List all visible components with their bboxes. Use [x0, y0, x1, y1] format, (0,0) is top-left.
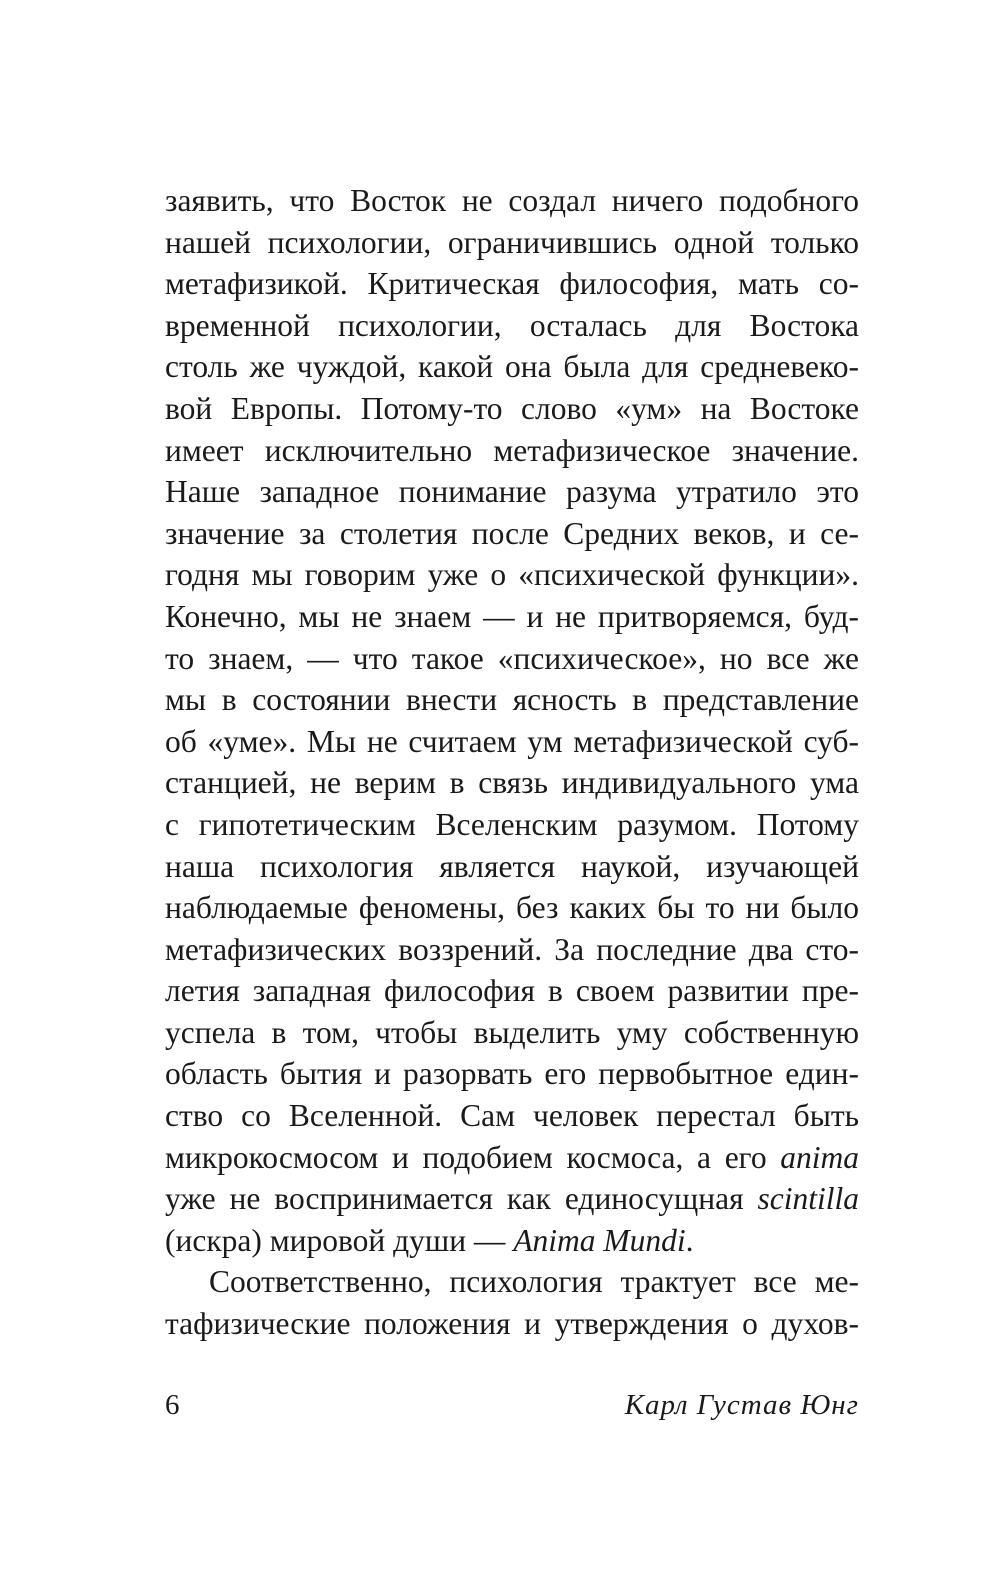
- running-author: Карл Густав Юнг: [624, 1389, 859, 1421]
- text-line: временной психологии, осталась для Востока: [165, 307, 859, 343]
- text-line: значение за столетия после Средних веков, и се-: [165, 515, 859, 551]
- text-line: об «уме». Мы не считаем ум метафизической суб-: [165, 723, 859, 759]
- text-line: столь же чуждой, какой она была для средневеко-: [165, 349, 859, 385]
- text-line: нашей психологии, ограничившись одной только: [165, 224, 859, 260]
- text-line: заявить, что Восток не создал ничего подобного: [165, 183, 859, 218]
- page-footer: [165, 1385, 859, 1425]
- text-line: метафизических воззрений. За последние два сто-: [165, 931, 859, 967]
- text-line: летия западная философия в своем развитии пре-: [165, 973, 859, 1009]
- text-line: вой Европы. Потому-то слово «ум» на Востоке: [165, 390, 859, 426]
- text-line: то знаем, — что такое «психическое», но все же: [165, 640, 859, 676]
- text-line: годня мы говорим уже о «психической функции».: [165, 557, 859, 593]
- text-line: тафизические положения и утверждения о духов-: [165, 1306, 859, 1342]
- text-line: микрокосмосом и подобием космоса, а его anima: [165, 1139, 859, 1175]
- text-line: наблюдаемые феномены, без каких бы то ни было: [165, 890, 859, 926]
- text-line: Соответственно, психология трактует все ме-: [209, 1264, 859, 1300]
- body-text: [165, 180, 859, 1345]
- text-line: с гипотетическим Вселенским разумом. Потому: [165, 806, 859, 842]
- text-line: уже не воспринимается как единосущная scintilla: [165, 1181, 859, 1217]
- text-line: метафизикой. Критическая философия, мать со-: [165, 266, 859, 302]
- text-line: (искра) мировой души — Anima Mundi.: [165, 1222, 694, 1258]
- text-line: область бытия и разорвать его первобытное един-: [165, 1056, 859, 1092]
- page-number: 6: [165, 1389, 180, 1421]
- text-line: имеет исключительно метафизическое значение.: [165, 432, 859, 468]
- text-line: Наше западное понимание разума утратило это: [165, 474, 859, 510]
- text-line: успела в том, чтобы выделить уму собственную: [165, 1014, 859, 1050]
- text-line: Конечно, мы не знаем — и не притворяемся, буд-: [165, 598, 859, 634]
- text-line: наша психология является наукой, изучающей: [165, 848, 859, 884]
- text-line: мы в состоянии внести ясность в представление: [165, 682, 859, 718]
- text-line: станцией, не верим в связь индивидуального ума: [165, 765, 859, 801]
- text-line: ство со Вселенной. Сам человек перестал быть: [165, 1098, 859, 1134]
